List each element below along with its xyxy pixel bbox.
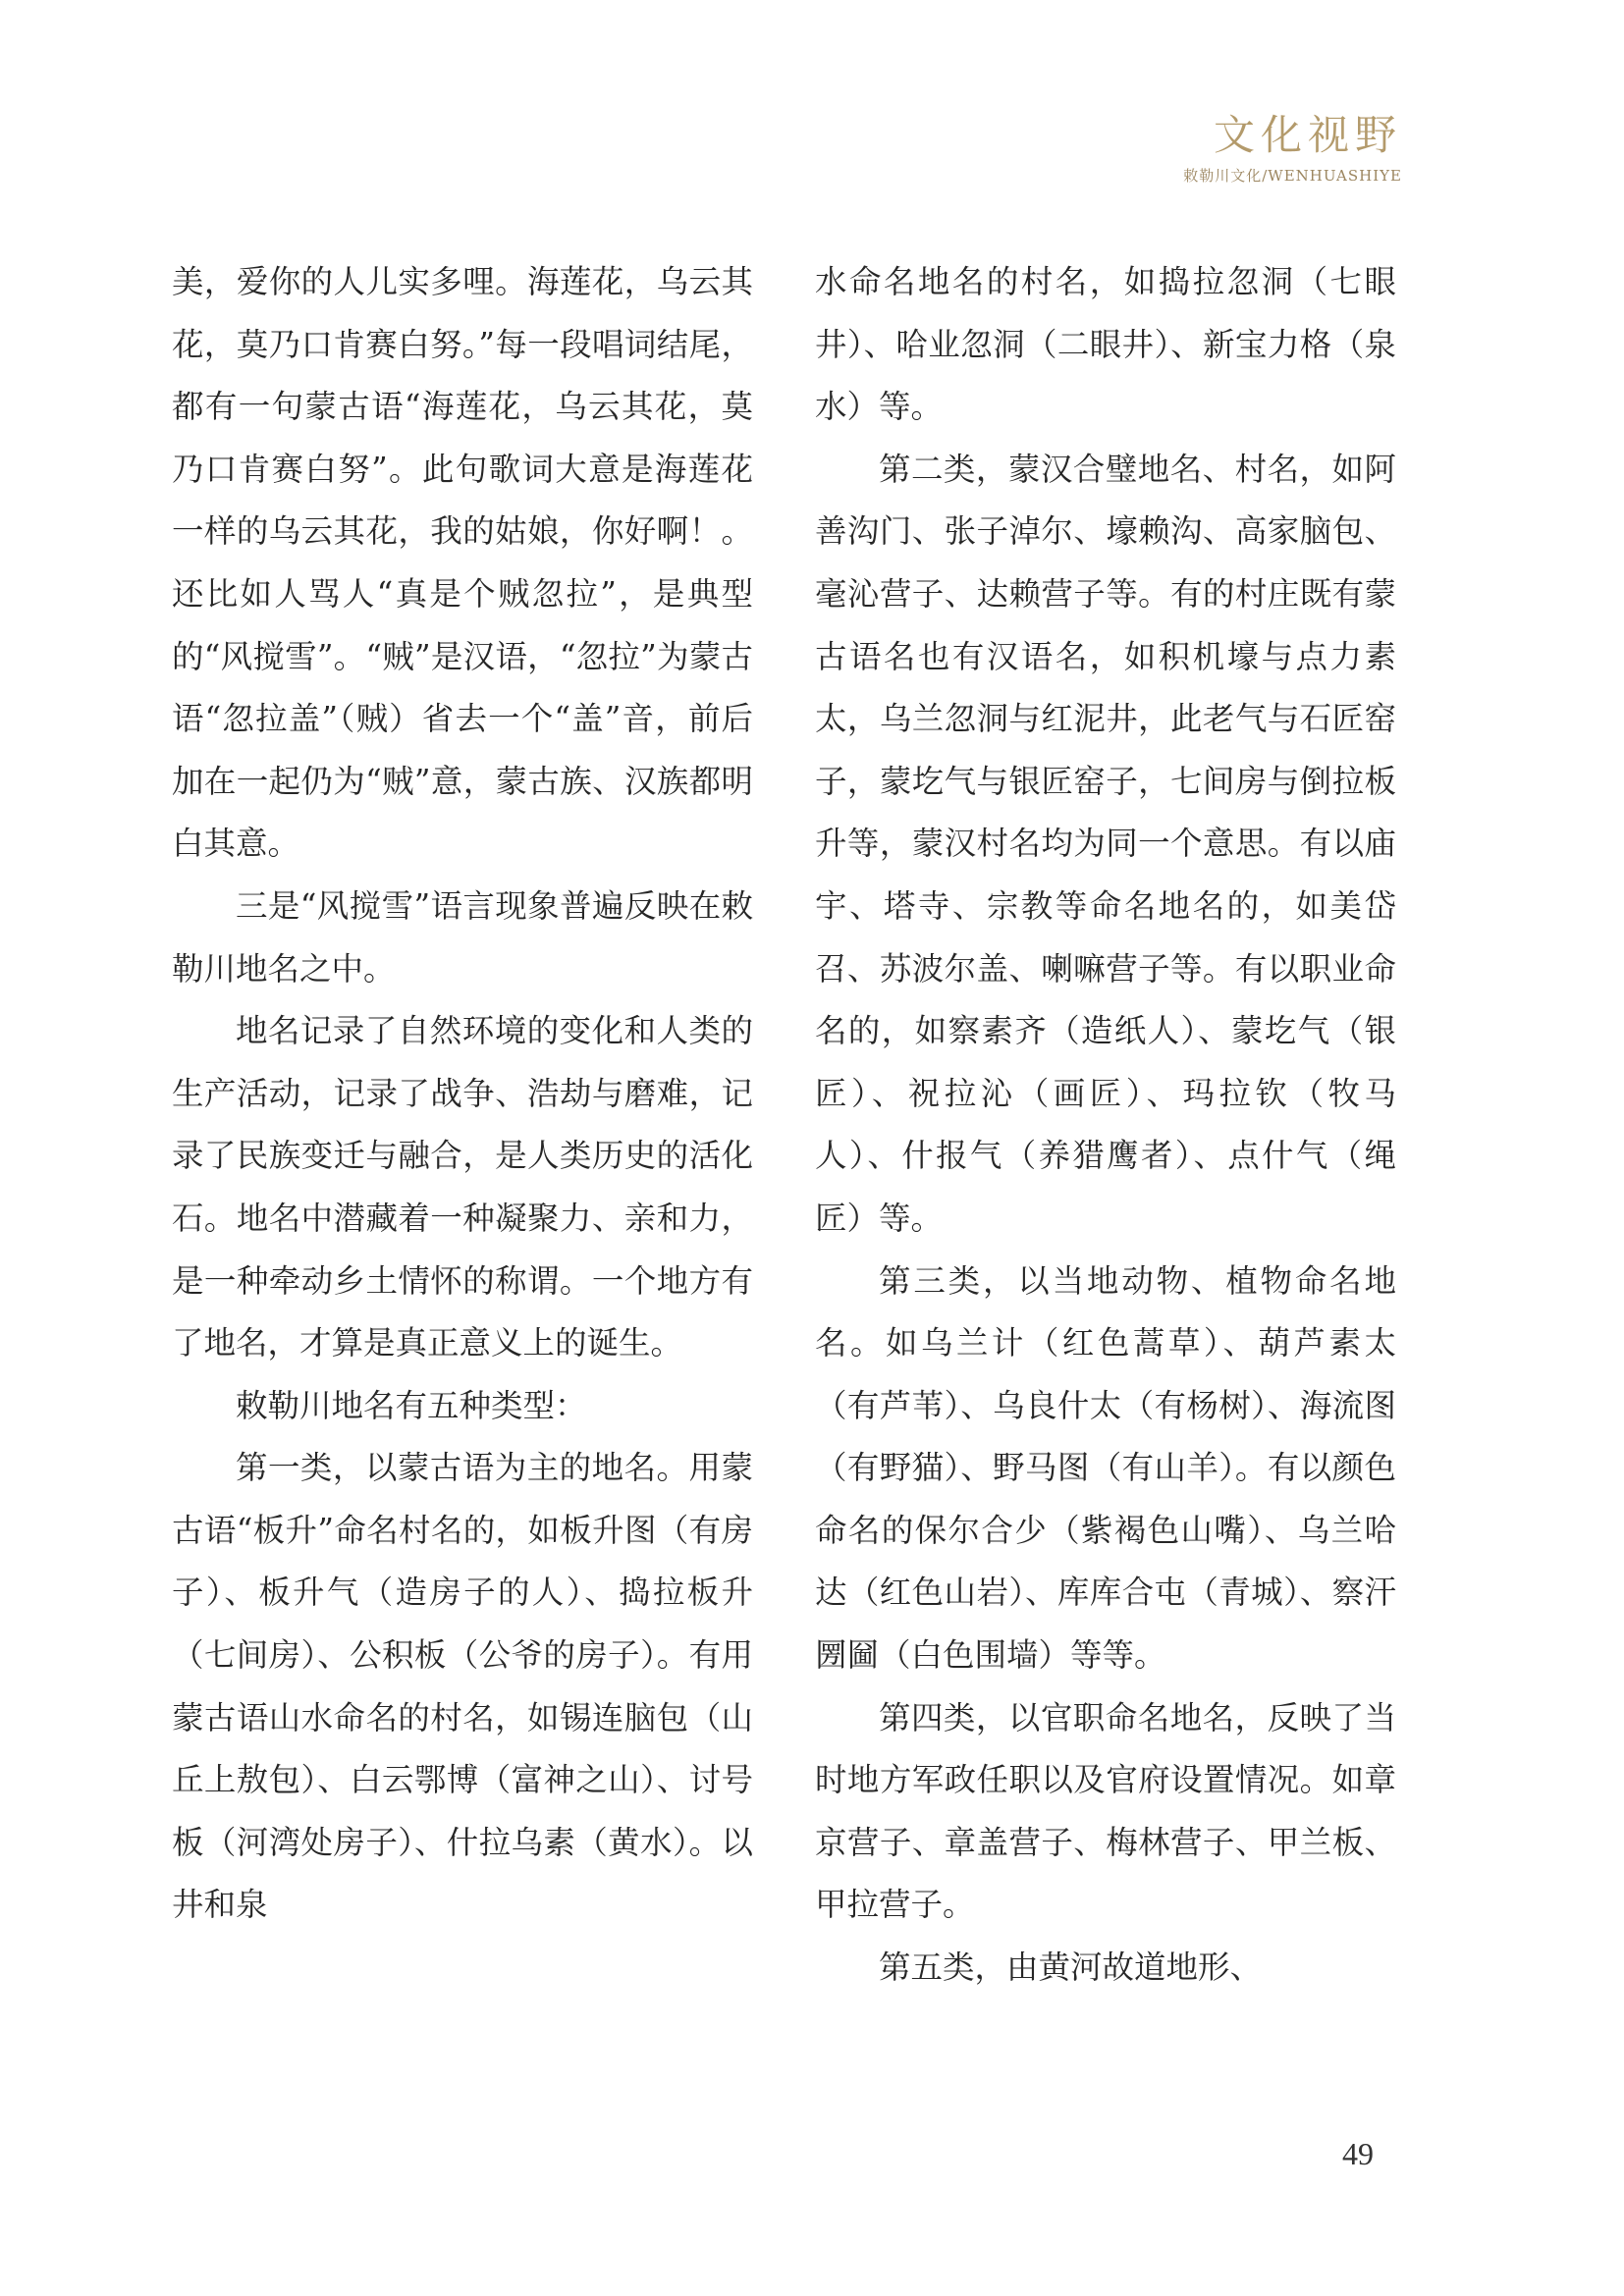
- page-number: 49: [1342, 2136, 1374, 2171]
- paragraph: 敕勒川地名有五种类型：: [236, 1386, 587, 1424]
- right-column: [815, 251, 1396, 2000]
- left-column: [172, 251, 753, 1937]
- page-header: [1183, 110, 1402, 187]
- paragraph: 第四类，以官职命名地名，反映了当时地方军政任职以及官府设置情况。如章京营子、章盖营子、梅林营子、甲兰板、甲拉营子。: [815, 1698, 1396, 1924]
- section-title: 文化视野: [1213, 111, 1402, 159]
- paragraph: 三是“风搅雪”语言现象普遍反映在敕勒川地名之中。: [172, 886, 753, 988]
- paragraph: 第一类，以蒙古语为主的地名。用蒙古语“板升”命名村名的，如板升图（有房子）、板升气（造房子的人）、捣拉板升（七间房）、公积板（公爷的房子）。有用蒙古语山水命名的村名，如锡连脑包（山丘上敖包）、白云鄂博（富神之山）、讨号板（河湾处房子）、什拉乌素（黄水）。以井和泉: [172, 1449, 753, 1924]
- paragraph: 地名记录了自然环境的变化和人类的生产活动，记录了战争、浩劫与磨难，记录了民族变迁与融合，是人类历史的活化石。地名中潜藏着一种凝聚力、亲和力，是一种牵动乡土情怀的称谓。一个地方有了地名，才算是真正意义上的诞生。: [172, 1012, 753, 1362]
- paragraph: 水命名地名的村名，如捣拉忽洞（七眼井）、哈业忽洞（二眼井）、新宝力格（泉水）等。: [815, 263, 1396, 426]
- paragraph: 第二类，蒙汉合璧地名、村名，如阿善沟门、张子淖尔、壕赖沟、高家脑包、毫沁营子、达赖营子等。有的村庄既有蒙古语名也有汉语名，如积机壕与点力素太，乌兰忽洞与红泥井，此老气与石匠窑子，蒙圪气与银匠窑子，七间房与倒拉板升等，蒙汉村名均为同一个意思。有以庙宇、塔寺、宗教等命名地名的，如美岱召、苏波尔盖、喇嘛营子等。有以职业命名的，如察素齐（造纸人）、蒙圪气（银匠）、祝拉沁（画匠）、玛拉钦（牧马人）、什报气（养猎鹰者）、点什气（绳匠）等。: [815, 450, 1396, 1237]
- paragraph: 第五类，由黄河故道地形、: [879, 1949, 1263, 1987]
- paragraph: 美，爱你的人儿实多哩。海莲花，乌云其花，莫乃口肯赛白努。”每一段唱词结尾，都有一句蒙古语“海莲花，乌云其花，莫乃口肯赛白努”。此句歌词大意是海莲花一样的乌云其花，我的姑娘，你好啊！。还比如人骂人“真是个贼忽拉”，是典型的“风搅雪”。“贼”是汉语，“忽拉”为蒙古语“忽拉盖”（贼）省去一个“盖”音，前后加在一起仍为“贼”意，蒙古族、汉族都明白其意。: [172, 263, 753, 863]
- paragraph: 第三类，以当地动物、植物命名地名。如乌兰计（红色蒿草）、葫芦素太（有芦苇）、乌良什太（有杨树）、海流图（有野猫）、野马图（有山羊）。有以颜色命名的保尔合少（紫褐色山嘴）、乌兰哈达（红色山岩）、库库合屯（青城）、察汗圐圙（白色围墙）等等。: [815, 1261, 1396, 1675]
- section-subtitle: 敕勒川文化/WENHUASHIYE: [1183, 167, 1402, 185]
